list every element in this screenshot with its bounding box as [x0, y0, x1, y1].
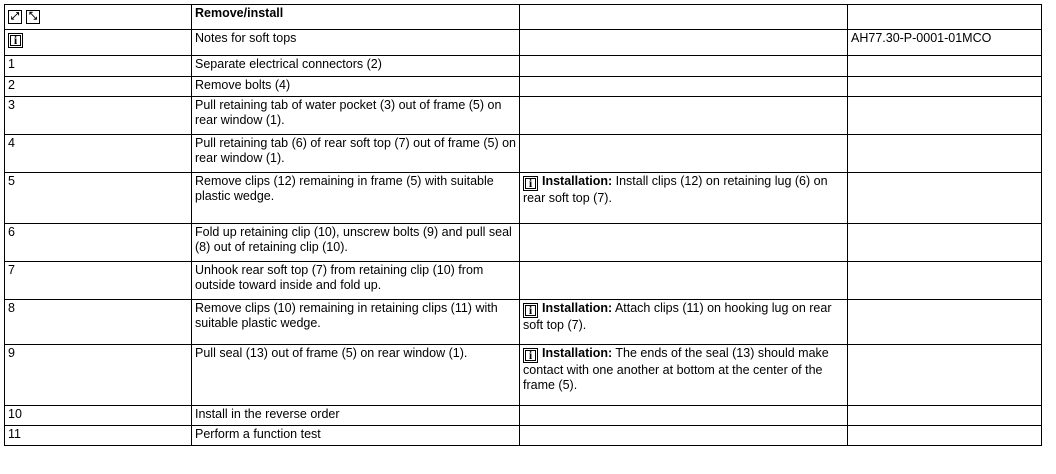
- step-reference-cell: [848, 426, 1042, 446]
- step-number: 7: [5, 262, 192, 300]
- step-note-cell: [520, 97, 848, 135]
- step-row: [5, 426, 1042, 446]
- step-note-cell: [520, 173, 848, 224]
- step-row: [5, 300, 1042, 345]
- step-reference-cell: [848, 345, 1042, 406]
- collapse-all-icon[interactable]: ⤡: [26, 10, 40, 24]
- installation-label: Installation:: [542, 346, 613, 360]
- step-text: Install in the reverse order: [192, 406, 520, 426]
- notes-reference-link[interactable]: AH77.30-P-0001-01MCO: [848, 30, 1042, 56]
- step-text: Pull retaining tab of water pocket (3) out of frame (5) on rear window (1).: [192, 97, 520, 135]
- header-empty-cell-2: [848, 5, 1042, 30]
- notes-icon-cell: [5, 30, 192, 56]
- expand-all-icon[interactable]: ⤢: [8, 10, 22, 24]
- step-number: 5: [5, 173, 192, 224]
- step-note-cell: [520, 56, 848, 77]
- step-row: [5, 262, 1042, 300]
- step-note-cell: [520, 426, 848, 446]
- step-note-cell: [520, 262, 848, 300]
- step-row: [5, 97, 1042, 135]
- step-reference-cell: [848, 224, 1042, 262]
- header-title: Remove/install: [192, 5, 520, 30]
- step-reference-cell: [848, 262, 1042, 300]
- step-text: Remove clips (10) remaining in retaining clips (11) with suitable plastic wedge.: [192, 300, 520, 345]
- step-reference-cell: [848, 97, 1042, 135]
- step-number: 9: [5, 345, 192, 406]
- header-empty-cell: [520, 5, 848, 30]
- step-text: Unhook rear soft top (7) from retaining clip (10) from outside toward inside and fold up.: [192, 262, 520, 300]
- step-row: [5, 135, 1042, 173]
- info-icon[interactable]: i: [523, 176, 538, 191]
- installation-note-text: Attach clips (11) on hooking lug on rear soft top (7).: [523, 301, 832, 332]
- info-icon[interactable]: i: [8, 33, 23, 48]
- step-text: Separate electrical connectors (2): [192, 56, 520, 77]
- step-note-cell: [520, 135, 848, 173]
- step-text: Pull retaining tab (6) of rear soft top (7) out of frame (5) on rear window (1).: [192, 135, 520, 173]
- step-note-cell: [520, 224, 848, 262]
- procedure-table: [4, 4, 1042, 446]
- step-number: 11: [5, 426, 192, 446]
- step-row: [5, 224, 1042, 262]
- notes-text: Notes for soft tops: [192, 30, 520, 56]
- step-row: [5, 77, 1042, 97]
- installation-note-text: The ends of the seal (13) should make contact with one another at bottom at the center of the frame (5).: [523, 346, 829, 392]
- step-note-cell: [520, 77, 848, 97]
- step-number: 6: [5, 224, 192, 262]
- step-reference-cell: [848, 406, 1042, 426]
- step-number: 1: [5, 56, 192, 77]
- installation-label: Installation:: [542, 174, 613, 188]
- step-reference-cell: [848, 135, 1042, 173]
- step-note-cell: [520, 345, 848, 406]
- step-number: 8: [5, 300, 192, 345]
- step-row: [5, 345, 1042, 406]
- step-row: [5, 406, 1042, 426]
- info-icon[interactable]: i: [523, 303, 538, 318]
- step-note-cell: [520, 300, 848, 345]
- step-row: [5, 173, 1042, 224]
- step-reference-cell: [848, 173, 1042, 224]
- step-text: Fold up retaining clip (10), unscrew bolts (9) and pull seal (8) out of retaining clip (10).: [192, 224, 520, 262]
- step-text: Remove bolts (4): [192, 77, 520, 97]
- step-number: 10: [5, 406, 192, 426]
- step-reference-cell: [848, 56, 1042, 77]
- info-icon[interactable]: i: [523, 348, 538, 363]
- step-row: [5, 56, 1042, 77]
- step-text: Perform a function test: [192, 426, 520, 446]
- header-row: [5, 5, 1042, 30]
- step-number: 4: [5, 135, 192, 173]
- step-reference-cell: [848, 77, 1042, 97]
- header-icons-cell: [5, 5, 192, 30]
- notes-row: [5, 30, 1042, 56]
- installation-label: Installation:: [542, 301, 613, 315]
- step-text: Pull seal (13) out of frame (5) on rear window (1).: [192, 345, 520, 406]
- step-reference-cell: [848, 300, 1042, 345]
- step-number: 2: [5, 77, 192, 97]
- installation-note-text: Install clips (12) on retaining lug (6) on rear soft top (7).: [523, 174, 828, 205]
- notes-empty-cell: [520, 30, 848, 56]
- step-text: Remove clips (12) remaining in frame (5) with suitable plastic wedge.: [192, 173, 520, 224]
- step-note-cell: [520, 406, 848, 426]
- step-number: 3: [5, 97, 192, 135]
